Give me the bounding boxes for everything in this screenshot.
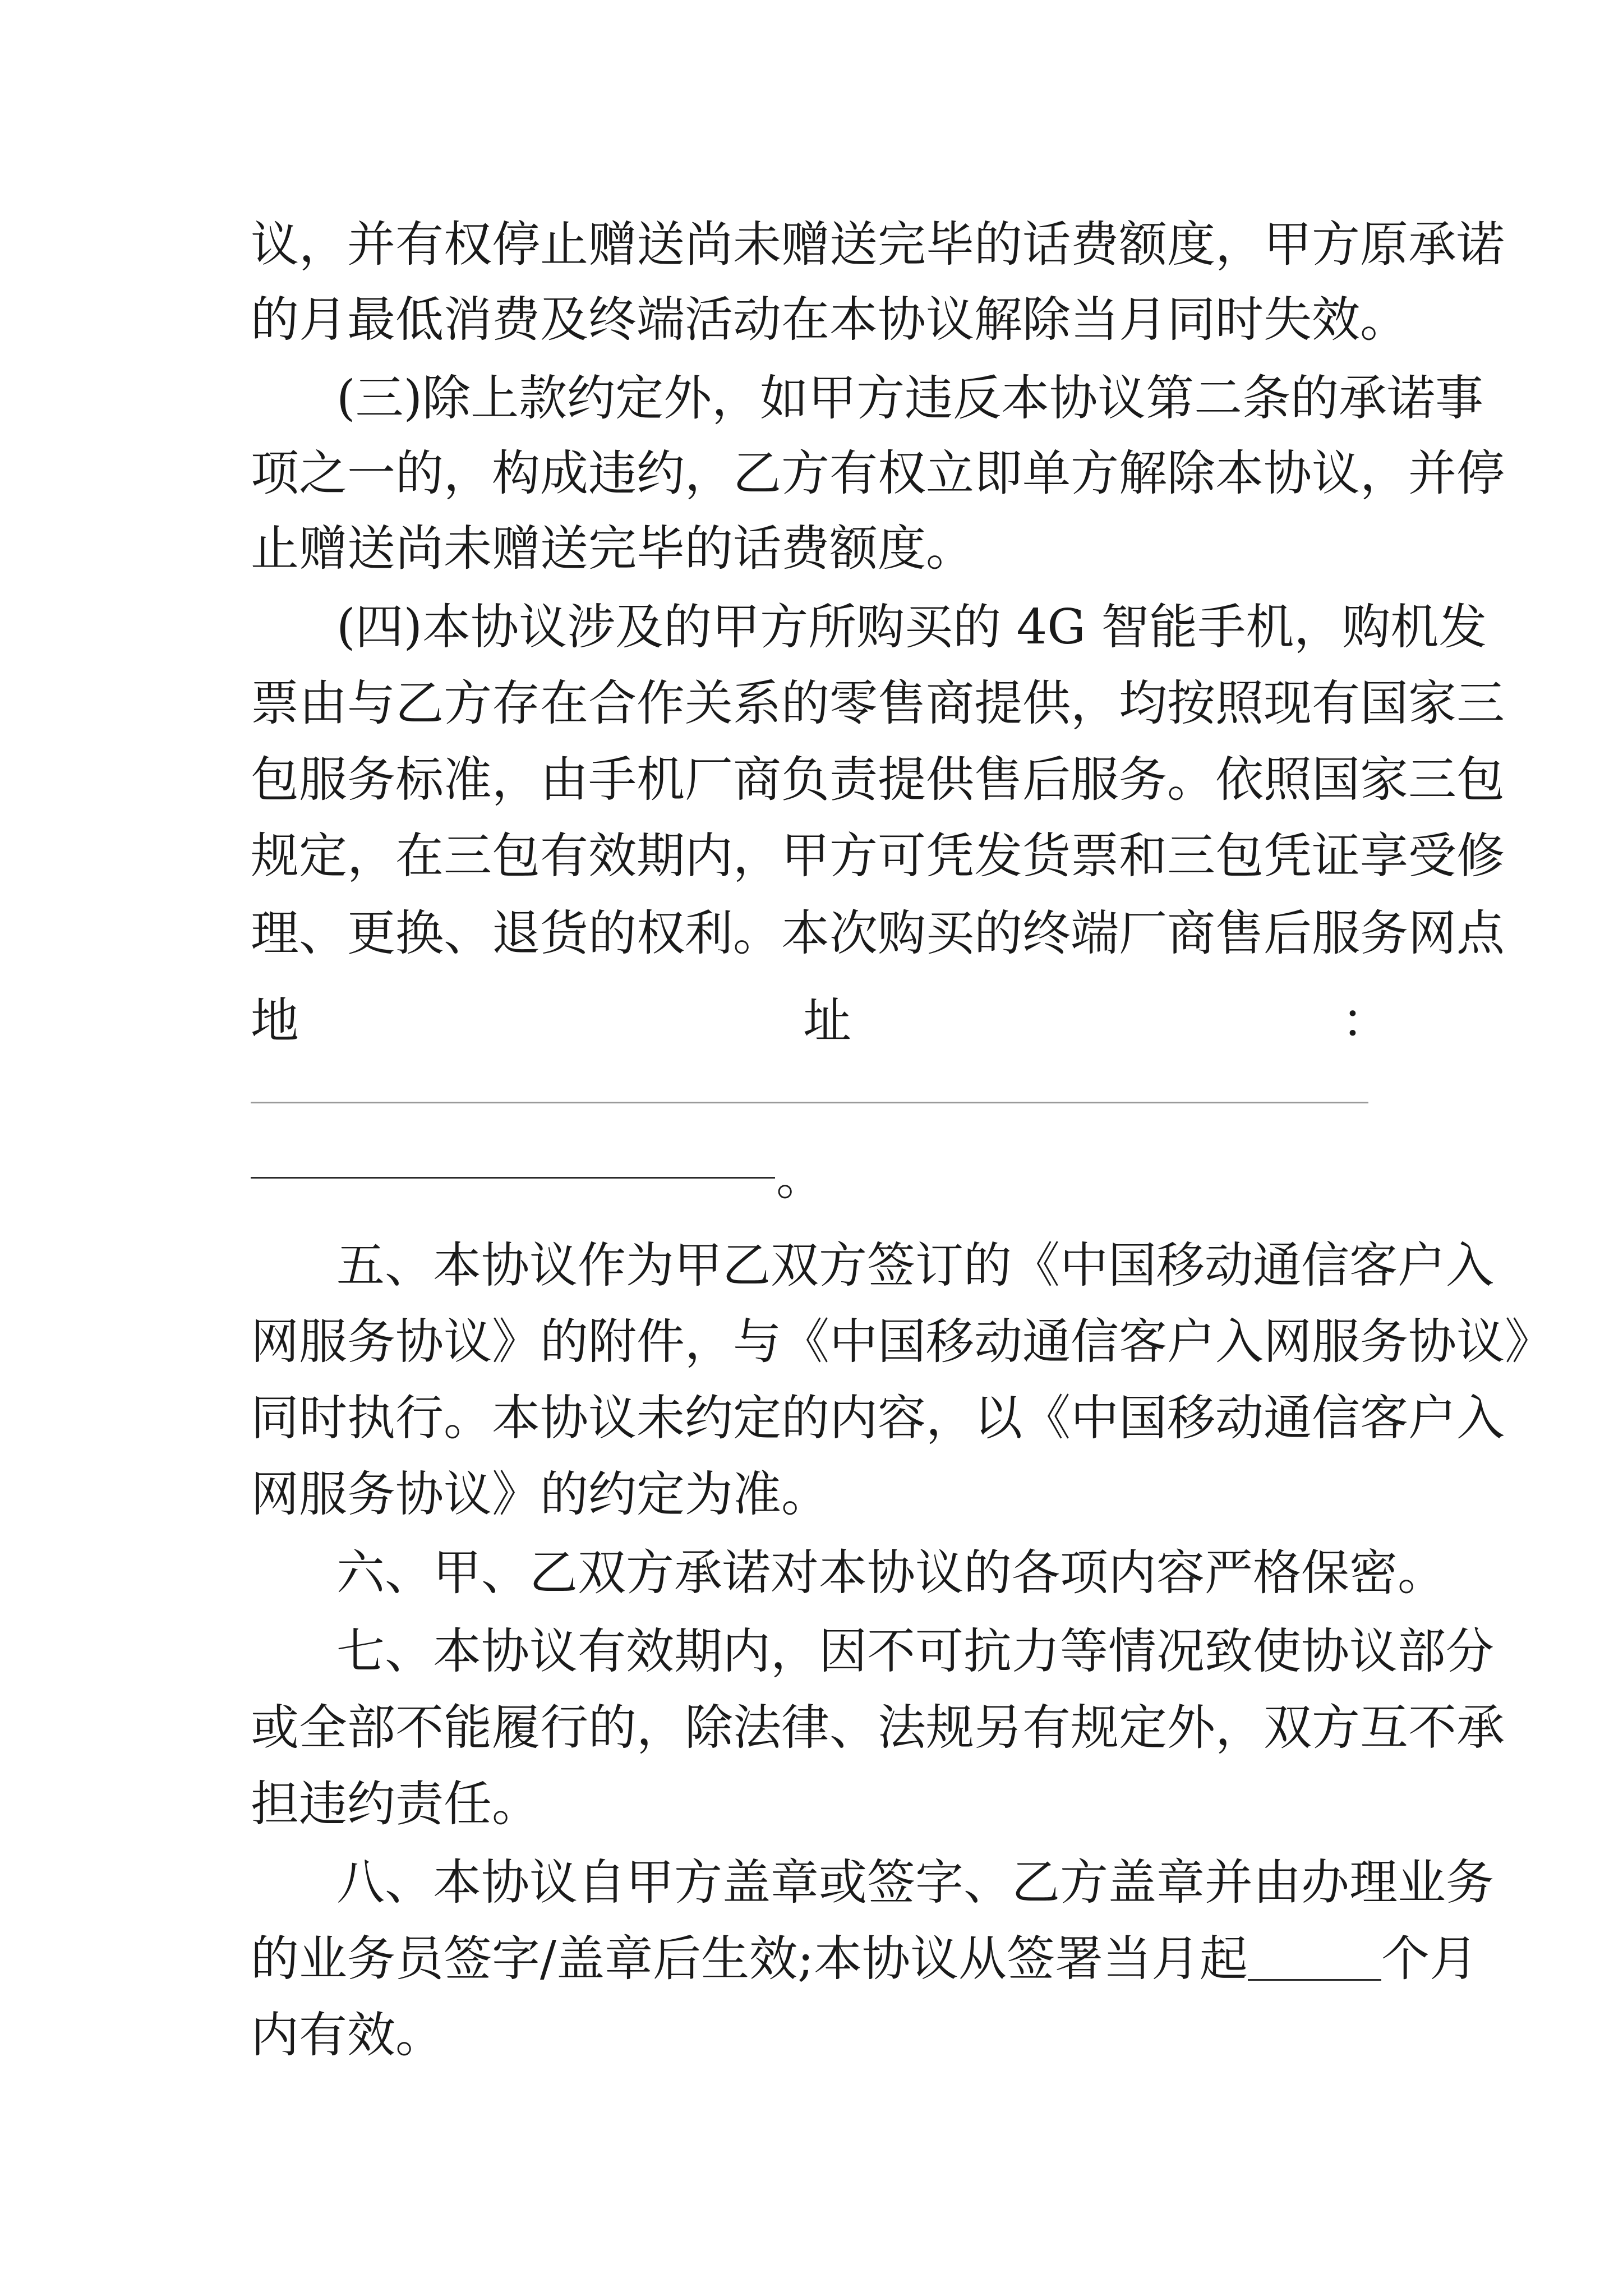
paragraph-line: 包服务标准，由手机厂商负责提供售后服务。依照国家三包 xyxy=(251,752,1505,808)
paragraph-line: 理、更换、退货的权利。本次购买的终端厂商售后服务网点 xyxy=(251,905,1505,961)
address-blank-line[interactable] xyxy=(251,1102,1368,1103)
paragraph-line: 担违约责任。 xyxy=(251,1776,540,1832)
paragraph-line: 内有效。 xyxy=(251,2007,444,2063)
months-blank-field[interactable] xyxy=(1248,1931,1381,1981)
text-after-blank: 个月 xyxy=(1381,1931,1478,1987)
paragraph-line: 或全部不能履行的，除法律、法规另有规定外，双方互不承 xyxy=(251,1700,1505,1756)
paragraph-line: 的月最低消费及终端活动在本协议解除当月同时失效。 xyxy=(251,292,1408,348)
paragraph-line: (三)除上款约定外，如甲方违反本协议第二条的承诺事 xyxy=(336,370,1484,426)
paragraph-line-with-blank xyxy=(251,1925,1478,1993)
text-before-blank: 的业务员签字/盖章后生效;本协议从签署当月起 xyxy=(251,1931,1248,1987)
paragraph-line: 项之一的，构成违约，乙方有权立即单方解除本协议，并停 xyxy=(251,445,1505,501)
address-label-char: 地 xyxy=(251,993,299,1049)
paragraph-line: 止赠送尚未赠送完毕的话费额度。 xyxy=(251,521,974,577)
paragraph-line: 网服务协议》的约定为准。 xyxy=(251,1466,829,1522)
paragraph-line: 规定，在三包有效期内，甲方可凭发货票和三包凭证享受修 xyxy=(251,828,1505,884)
address-end-mark: 。 xyxy=(776,1150,824,1206)
address-label-char: 址 xyxy=(803,993,851,1049)
paragraph-line: 八、本协议自甲方盖章或签字、乙方盖章并由办理业务 xyxy=(336,1855,1494,1911)
address-label-row xyxy=(251,987,1390,1055)
paragraph-line: (四)本协议涉及的甲方所购买的 4G 智能手机，购机发 xyxy=(336,599,1487,655)
paragraph-line: 七、本协议有效期内，因不可抗力等情况致使协议部分 xyxy=(336,1623,1494,1680)
address-blank-line[interactable] xyxy=(251,1177,775,1179)
paragraph-line: 票由与乙方存在合作关系的零售商提供，均按照现有国家三 xyxy=(251,675,1505,731)
paragraph-line: 同时执行。本协议未约定的内容，以《中国移动通信客户入 xyxy=(251,1390,1505,1446)
paragraph-line: 议，并有权停止赠送尚未赠送完毕的话费额度，甲方原承诺 xyxy=(251,217,1505,273)
paragraph-line: 五、本协议作为甲乙双方签订的《中国移动通信客户入 xyxy=(336,1237,1494,1294)
address-colon: ： xyxy=(1341,993,1390,1049)
paragraph-line: 网服务协议》的附件，与《中国移动通信客户入网服务协议》 xyxy=(251,1314,1553,1370)
paragraph-line: 六、甲、乙双方承诺对本协议的各项内容严格保密。 xyxy=(336,1545,1446,1601)
